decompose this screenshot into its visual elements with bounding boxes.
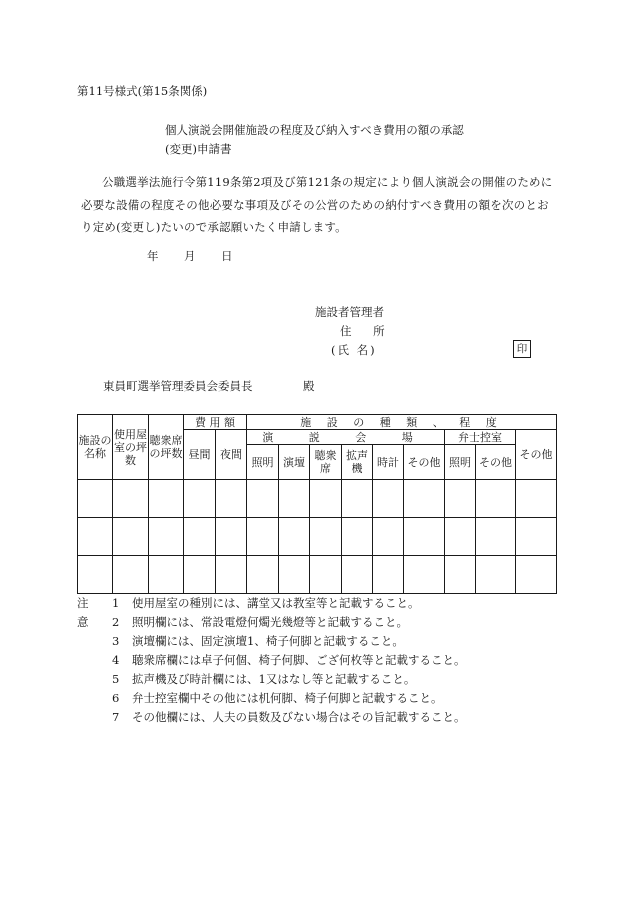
table-cell[interactable]	[310, 556, 342, 594]
table-cell[interactable]	[279, 518, 310, 556]
header-room-other: その他	[476, 445, 516, 480]
table-cell[interactable]	[404, 556, 445, 594]
table-cell[interactable]	[342, 556, 373, 594]
table-cell[interactable]	[247, 480, 279, 518]
table-cell[interactable]	[342, 518, 373, 556]
header-room-size: 使用屋室の坪数	[113, 415, 149, 480]
note-number: 3	[112, 634, 120, 648]
table-cell[interactable]	[149, 518, 184, 556]
note-text: 拡声機及び時計欄には、1又はなし等と記載すること。	[132, 672, 416, 686]
header-audience-seats: 聴衆席	[310, 445, 342, 480]
table-cell[interactable]	[247, 556, 279, 594]
header-speech-venue: 演 説 会 場	[247, 430, 445, 445]
note-text: 弁士控室欄中その他には机何脚、椅子何脚と記載すること。	[132, 691, 443, 705]
table-cell[interactable]	[476, 518, 516, 556]
table-cell[interactable]	[445, 556, 476, 594]
name-label: (氏 名)	[331, 343, 377, 357]
table-cell[interactable]	[184, 480, 216, 518]
table-cell[interactable]	[445, 518, 476, 556]
note-number: 4	[112, 653, 120, 667]
table-cell[interactable]	[78, 518, 113, 556]
application-statement: 公職選挙法施行令第119条第2項及び第121条の規定により個人演説会の開催のために必要な設備の程度その他必要な事項及びその公営のための納付すべき費用の額を次のとおり定め(変更し)たいので承認願いたく申請します。	[81, 175, 553, 234]
table-cell[interactable]	[476, 480, 516, 518]
table-cell[interactable]	[78, 480, 113, 518]
table-cell[interactable]	[78, 556, 113, 594]
header-facility-type-degree: 施 設 の 種 類 、 程 度	[247, 415, 557, 430]
header-fee: 費 用 額	[184, 415, 247, 430]
table-cell[interactable]	[113, 480, 149, 518]
date-day-label: 日	[221, 249, 233, 263]
table-cell[interactable]	[247, 518, 279, 556]
table-cell[interactable]	[373, 556, 404, 594]
table-cell[interactable]	[373, 518, 404, 556]
table-row	[78, 518, 557, 556]
table-cell[interactable]	[279, 556, 310, 594]
header-fee-night: 夜間	[216, 430, 247, 480]
table-cell[interactable]	[476, 556, 516, 594]
header-seat-size: 聴衆席の坪数	[149, 415, 184, 480]
header-room-lighting: 照明	[445, 445, 476, 480]
table-cell[interactable]	[310, 480, 342, 518]
note-text: その他欄には、人夫の員数及びない場合はその旨記載すること。	[132, 710, 466, 724]
table-cell[interactable]	[404, 480, 445, 518]
header-clock: 時計	[373, 445, 404, 480]
table-cell[interactable]	[113, 518, 149, 556]
header-loudspeaker: 拡声機	[342, 445, 373, 480]
date-year-label: 年	[147, 249, 159, 263]
note-text: 使用屋室の種別には、講堂又は教室等と記載すること。	[132, 596, 420, 610]
date-month-label: 月	[184, 249, 196, 263]
table-cell[interactable]	[310, 518, 342, 556]
table-cell[interactable]	[216, 556, 247, 594]
note-number: 2	[112, 615, 120, 629]
table-cell[interactable]	[516, 556, 557, 594]
table-cell[interactable]	[516, 518, 557, 556]
note-number: 1	[112, 596, 120, 610]
recipient-name: 東員町選挙管理委員会委員長	[103, 379, 253, 393]
recipient-honorific: 殿	[303, 379, 315, 393]
table-row	[78, 480, 557, 518]
table-cell[interactable]	[373, 480, 404, 518]
header-speaker-waiting-room: 弁士控室	[445, 430, 516, 445]
header-other: その他	[516, 430, 557, 480]
header-venue-other: その他	[404, 445, 445, 480]
table-cell[interactable]	[113, 556, 149, 594]
document-title-suffix: (変更)申請書	[165, 142, 232, 156]
note-number: 7	[112, 710, 120, 724]
document-title: 個人演説会開催施設の程度及び納入すべき費用の額の承認	[165, 123, 464, 137]
applicant-title: 施設者管理者	[315, 305, 384, 319]
table-cell[interactable]	[184, 518, 216, 556]
facility-fee-table	[77, 414, 557, 594]
note-text: 聴衆席欄には卓子何個、椅子何脚、ござ何枚等と記載すること。	[132, 653, 466, 667]
table-cell[interactable]	[516, 480, 557, 518]
header-lighting: 照明	[247, 445, 279, 480]
form-number: 第11号様式(第15条関係)	[77, 84, 208, 98]
table-cell[interactable]	[216, 518, 247, 556]
header-podium: 演壇	[279, 445, 310, 480]
note-text: 演壇欄には、固定演壇1、椅子何脚と記載すること。	[132, 634, 404, 648]
table-row	[78, 556, 557, 594]
header-fee-daytime: 昼間	[184, 430, 216, 480]
notes-label: 注意	[77, 596, 89, 629]
table-cell[interactable]	[279, 480, 310, 518]
table-cell[interactable]	[342, 480, 373, 518]
note-number: 6	[112, 691, 120, 705]
note-number: 5	[112, 672, 120, 686]
seal-mark: 印	[513, 340, 531, 358]
table-cell[interactable]	[216, 480, 247, 518]
table-cell[interactable]	[184, 556, 216, 594]
header-facility-name: 施設の名称	[78, 415, 113, 480]
table-cell[interactable]	[404, 518, 445, 556]
address-label: 住 所	[340, 324, 394, 338]
table-cell[interactable]	[149, 480, 184, 518]
table-cell[interactable]	[445, 480, 476, 518]
table-cell[interactable]	[149, 556, 184, 594]
note-text: 照明欄には、常設電燈何燭光幾燈等と記載すること。	[132, 615, 408, 629]
